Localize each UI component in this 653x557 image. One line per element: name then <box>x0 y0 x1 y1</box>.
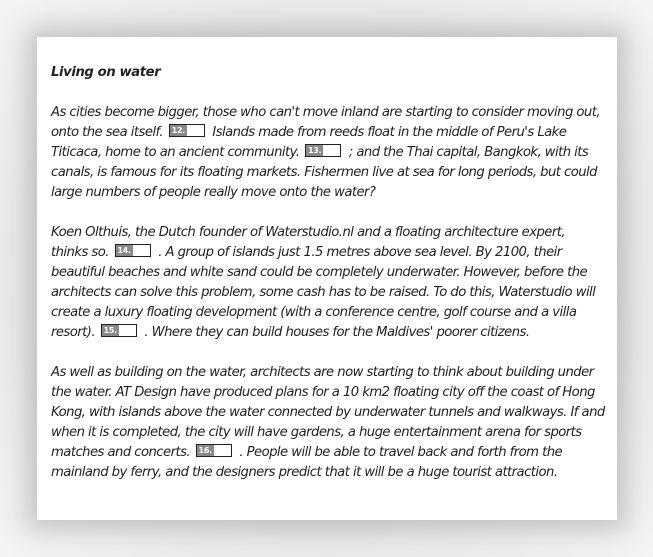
paragraph-text: As cities become bigger, those who can't move inland are starting to consider moving out, onto the sea itself. <box>51 105 601 140</box>
gap-number: 12. <box>171 126 185 135</box>
paragraph-text: . Where they can build houses for the Maldives' poorer citizens. <box>144 325 530 340</box>
paragraph-1 <box>51 103 605 203</box>
gap-number: 16. <box>198 446 212 455</box>
gap-12-input[interactable] <box>169 124 205 137</box>
paragraph-2 <box>51 223 605 343</box>
paragraph-3 <box>51 363 605 483</box>
gap-15-input[interactable] <box>101 324 137 337</box>
document-title: Living on water <box>51 65 161 80</box>
gap-number: 13. <box>308 146 322 155</box>
paragraph-text: ; and the Thai capital, Bangkok, with its canals, is famous for its floating markets. Fishermen live at sea for long periods, but could large numbers of people really move onto the water? <box>51 145 597 200</box>
gap-14-input[interactable] <box>115 244 151 257</box>
gap-13-input[interactable] <box>305 144 341 157</box>
gap-16-input[interactable] <box>196 444 232 457</box>
paragraph-text: As well as building on the water, architects are now starting to think about building under the water. AT Design have produced plans for a 10 km2 floating city off the coast of Hong Kong, with islands above the water connected by underwater tunnels and walkways. If and when it is completed, the city will have gardens, a huge entertainment arena for sports matches and concerts. <box>51 365 605 460</box>
gap-number: 15. <box>103 326 117 335</box>
paragraph-text: . A group of islands just 1.5 metres above sea level. By 2100, their beautiful beaches and white sand could be completely underwater. However, before the architects can solve this problem, some cash has to be raised. To do this, Waterstudio will create a luxury floating development (with a conference centre, golf course and a villa resort). <box>51 245 596 340</box>
paragraph-text: . People will be able to travel back and forth from the mainland by ferry, and the designers predict that it will be a huge tourist attraction. <box>51 445 563 480</box>
document-card <box>37 37 617 520</box>
paragraph-text: Islands made from reeds float in the middle of Peru's Lake Titicaca, home to an ancient community. <box>51 125 567 160</box>
paragraph-text: Koen Olthuis, the Dutch founder of Waterstudio.nl and a floating architecture expert, thinks so. <box>51 225 566 260</box>
gap-number: 14. <box>117 246 131 255</box>
